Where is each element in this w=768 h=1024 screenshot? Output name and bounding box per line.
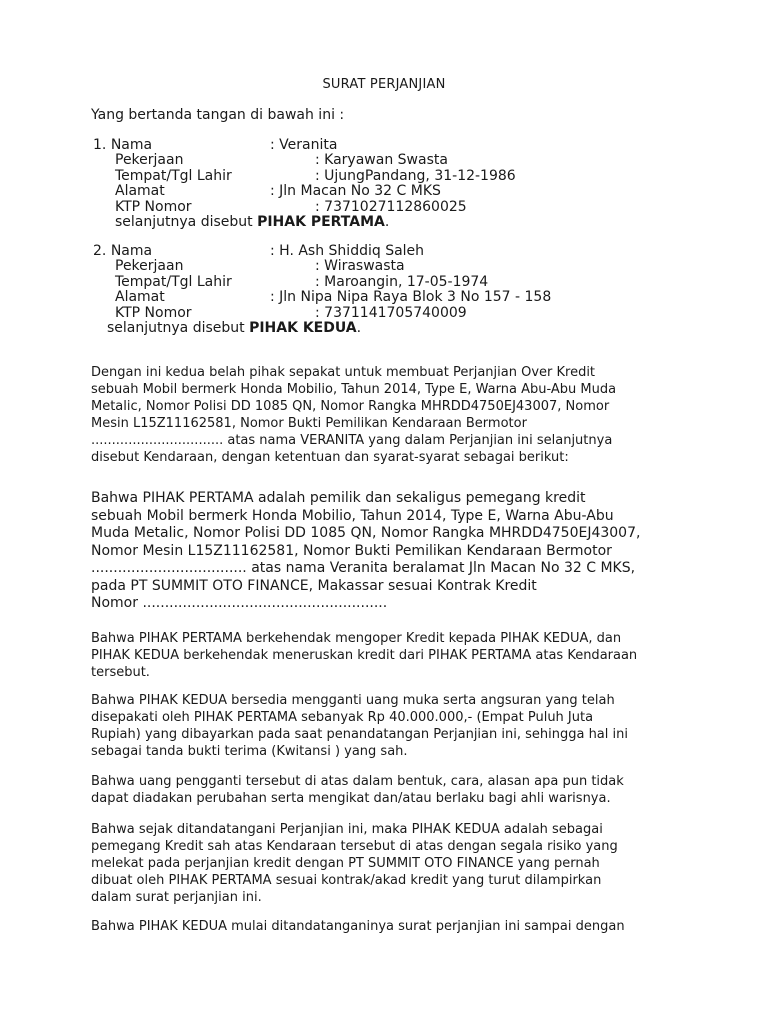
field-label: KTP Nomor — [115, 198, 192, 215]
text-line: dibuat oleh PIHAK PERTAMA sesuai kontrak/akad kredit yang turut dilampirkan — [91, 873, 602, 888]
field-label: Pekerjaan — [115, 152, 184, 169]
party-first-designation-name: PIHAK PERTAMA — [257, 213, 385, 230]
field-value: : 7371027112860025 — [315, 198, 467, 215]
intro-text: Yang bertanda tangan di bawah ini : — [91, 107, 345, 123]
paragraph-binding — [91, 773, 691, 807]
text-line: sebagai tanda bukti terima (Kwitansi ) yang sah. — [91, 744, 408, 759]
field-value: : Jln Macan No 32 C MKS — [270, 183, 441, 200]
paragraph-agreement-intro — [91, 364, 691, 466]
party-second-name-value: : H. Ash Shiddiq Saleh — [270, 243, 425, 259]
text-line: sebuah Mobil bermerk Honda Mobilio, Tahun 2014, Type E, Warna Abu-Abu — [91, 507, 614, 524]
field-label: KTP Nomor — [115, 304, 192, 321]
paragraph-start — [91, 918, 691, 935]
text-line: pada PT SUMMIT OTO FINANCE, Makassar sesuai Kontrak Kredit — [91, 577, 537, 594]
field-value: : Jln Nipa Nipa Raya Blok 3 No 157 - 158 — [270, 289, 552, 306]
field-value: : Karyawan Swasta — [315, 152, 448, 169]
field-label: Pekerjaan — [115, 258, 184, 275]
text-line: Nomor Mesin L15Z11162581, Nomor Bukti Pemilikan Kendaraan Bermotor — [91, 542, 612, 559]
paragraph-responsibility — [91, 821, 691, 906]
text-line: Mesin L15Z11162581, Nomor Bukti Pemilikan Kendaraan Bermotor — [91, 416, 527, 431]
field-value: : 7371141705740009 — [315, 304, 467, 321]
paragraph-ownership — [91, 490, 691, 613]
text-line: Dengan ini kedua belah pihak sepakat untuk membuat Perjanjian Over Kredit — [91, 365, 596, 380]
text-line: Metalic, Nomor Polisi DD 1085 QN, Nomor Rangka MHRDD4750EJ43007, Nomor — [91, 399, 610, 414]
party-second-designation-name: PIHAK KEDUA — [249, 319, 357, 336]
text-line: sebuah Mobil bermerk Honda Mobilio, Tahun 2014, Type E, Warna Abu-Abu Muda — [91, 382, 617, 397]
text-line: Bahwa uang pengganti tersebut di atas dalam bentuk, cara, alasan apa pun tidak — [91, 774, 624, 789]
text-line: Bahwa PIHAK PERTAMA adalah pemilik dan sekaligus pemegang kredit — [91, 490, 586, 506]
text-line: Bahwa PIHAK KEDUA bersedia mengganti uang muka serta angsuran yang telah — [91, 693, 615, 708]
paragraph-credit-transfer — [91, 630, 691, 681]
paragraph-payment — [91, 692, 691, 760]
party-first-number: 1. Nama — [93, 137, 153, 153]
text-line: Rupiah) yang dibayarkan pada saat penandatangan Perjanjian ini, sehingga hal ini — [91, 727, 628, 742]
text-line: ................................ atas nama VERANITA yang dalam Perjanjian ini selanjutnya — [91, 433, 613, 448]
field-value: : UjungPandang, 31-12-1986 — [315, 167, 516, 184]
field-value: : Maroangin, 17-05-1974 — [315, 273, 489, 290]
text-line: PIHAK KEDUA berkehendak meneruskan kredit dari PIHAK PERTAMA atas Kendaraan — [91, 648, 638, 663]
party-second-designation: selanjutnya disebut PIHAK KEDUA. — [107, 319, 362, 336]
field-label: Tempat/Tgl Lahir — [115, 273, 232, 290]
text-line: ................................... atas nama Veranita beralamat Jln Macan No 32 C MKS, — [91, 560, 636, 576]
text-line: dalam surat perjanjian ini. — [91, 890, 262, 905]
text-line: disebut Kendaraan, dengan ketentuan dan syarat-syarat sebagai berikut: — [91, 450, 569, 465]
text-line: tersebut. — [91, 665, 150, 680]
text-line: Nomor ....................................................... — [91, 595, 388, 611]
field-value: : Wiraswasta — [315, 258, 405, 275]
text-line: Bahwa PIHAK KEDUA mulai ditandatanganinya surat perjanjian ini sampai dengan — [91, 919, 625, 934]
text-line: Bahwa sejak ditandatangani Perjanjian ini, maka PIHAK KEDUA adalah sebagai — [91, 822, 603, 837]
field-label: Alamat — [115, 289, 165, 306]
text-line: dapat diadakan perubahan serta mengikat dan/atau berlaku bagi ahli warisnya. — [91, 791, 611, 806]
party-second-number: 2. Nama — [93, 243, 153, 259]
text-line: Muda Metalic, Nomor Polisi DD 1085 QN, Nomor Rangka MHRDD4750EJ43007, — [91, 525, 641, 541]
field-label: Alamat — [115, 183, 165, 200]
document-title: SURAT PERJANJIAN — [322, 77, 446, 92]
party-first-name-value: : Veranita — [270, 137, 338, 153]
text-line: Bahwa PIHAK PERTAMA berkehendak mengoper Kredit kepada PIHAK KEDUA, dan — [91, 631, 622, 646]
text-line: disepakati oleh PIHAK PERTAMA sebanyak Rp 40.000.000,- (Empat Puluh Juta — [91, 710, 594, 725]
text-line: pemegang Kredit sah atas Kendaraan tersebut di atas dengan segala risiko yang — [91, 839, 618, 854]
text-line: melekat pada perjanjian kredit dengan PT SUMMIT OTO FINANCE yang pernah — [91, 856, 600, 871]
party-first-designation: selanjutnya disebut PIHAK PERTAMA. — [115, 213, 390, 230]
field-label: Tempat/Tgl Lahir — [115, 167, 232, 184]
